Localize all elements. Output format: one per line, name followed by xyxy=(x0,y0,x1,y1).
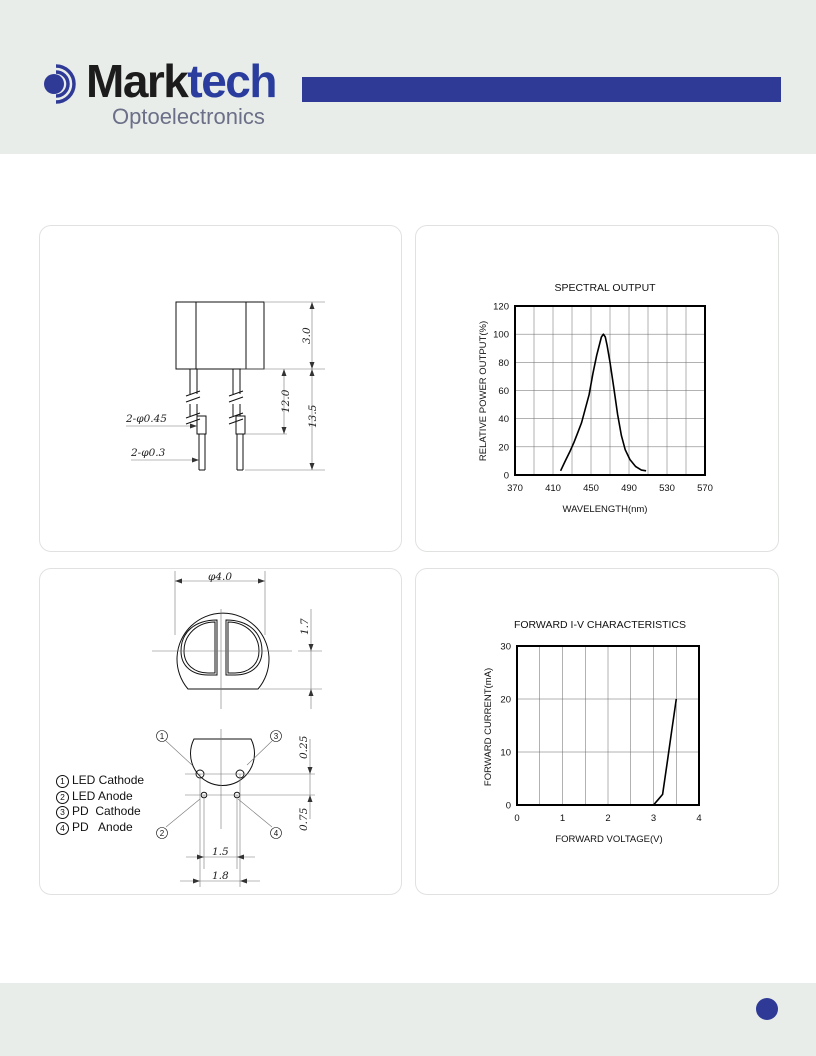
dim-lower-pin-offset: 0.75 xyxy=(298,807,310,831)
x-tick-label: 4 xyxy=(696,813,702,824)
y-tick-label: 0 xyxy=(503,470,509,482)
y-tick-label: 30 xyxy=(500,641,511,653)
y-tick-label: 20 xyxy=(498,442,509,454)
brand-part-2: tech xyxy=(187,55,276,107)
x-tick-label: 370 xyxy=(507,483,523,494)
legend-number: 4 xyxy=(56,822,69,835)
y-tick-label: 80 xyxy=(498,357,509,369)
svg-text:3: 3 xyxy=(273,732,279,741)
label-lead-diameter-wide: 2-φ0.45 xyxy=(126,413,167,425)
legend-item xyxy=(56,820,144,836)
legend-label: LED Anode xyxy=(72,788,133,803)
y-tick-label: 40 xyxy=(498,414,509,426)
legend-number: 2 xyxy=(56,791,69,804)
forward-iv-chart xyxy=(416,569,778,894)
dim-flat-height: 1.7 xyxy=(299,618,311,635)
brand-part-1: Mark xyxy=(86,55,188,107)
x-tick-label: 0 xyxy=(514,813,520,824)
y-tick-label: 20 xyxy=(500,694,511,706)
legend-item xyxy=(56,804,144,820)
brand-tagline: Optoelectronics xyxy=(112,104,265,129)
top-view-drawing xyxy=(40,569,401,894)
dim-inner-pin-span: 1.5 xyxy=(212,846,229,858)
y-tick-label: 100 xyxy=(493,329,509,341)
legend-item xyxy=(56,773,144,789)
x-axis-label: FORWARD VOLTAGE(V) xyxy=(555,834,663,845)
top-view-drawing-panel xyxy=(39,568,402,895)
side-view-drawing xyxy=(40,226,401,551)
x-axis-label: WAVELENGTH(nm) xyxy=(562,504,648,515)
x-tick-label: 410 xyxy=(545,483,561,494)
x-tick-label: 1 xyxy=(559,813,566,824)
x-tick-label: 3 xyxy=(650,813,657,824)
dim-outer-pin-span: 1.8 xyxy=(212,870,229,882)
marktech-logo-icon xyxy=(42,64,82,104)
x-tick-label: 530 xyxy=(659,483,675,494)
pin-marker-2 xyxy=(157,828,168,839)
spectral-output-chart-panel xyxy=(415,225,779,552)
side-view-drawing-panel xyxy=(39,225,402,552)
legend-label: LED Cathode xyxy=(72,773,145,787)
page-header xyxy=(0,0,816,154)
page-footer xyxy=(0,983,816,1056)
dim-body-height: 3.0 xyxy=(301,327,313,344)
legend-label: PD Cathode xyxy=(72,804,141,818)
legend-number: 3 xyxy=(56,806,69,819)
dim-lead-length: 12.0 xyxy=(280,389,292,413)
y-tick-label: 120 xyxy=(493,301,509,313)
pin-marker-3 xyxy=(271,731,282,742)
x-tick-label: 570 xyxy=(697,483,713,494)
pin-marker-4 xyxy=(271,828,282,839)
x-tick-label: 490 xyxy=(621,483,637,494)
y-tick-label: 0 xyxy=(505,800,511,812)
page-dot-icon xyxy=(756,998,778,1020)
pin-marker-1 xyxy=(157,731,168,742)
y-tick-label: 60 xyxy=(498,386,509,397)
legend-number: 1 xyxy=(56,775,69,788)
dim-upper-pin-offset: 0.25 xyxy=(298,735,310,759)
chart-title: FORWARD I-V CHARACTERISTICS xyxy=(513,619,687,631)
y-axis-label: FORWARD CURRENT(mA) xyxy=(483,667,494,787)
svg-text:4: 4 xyxy=(273,829,279,838)
legend-label: PD Anode xyxy=(72,819,133,834)
dim-total-lead-length: 13.5 xyxy=(307,404,319,428)
x-tick-label: 2 xyxy=(605,813,611,824)
pin-legend xyxy=(56,773,144,835)
header-accent-bar xyxy=(302,77,781,102)
x-tick-label: 450 xyxy=(583,483,599,494)
chart-title: SPECTRAL OUTPUT xyxy=(554,282,656,294)
y-axis-label: RELATIVE POWER OUTPUT(%) xyxy=(478,320,489,462)
brand-name xyxy=(86,55,276,107)
dim-diameter: φ4.0 xyxy=(208,571,233,583)
series-line xyxy=(561,334,647,471)
legend-item xyxy=(56,789,144,805)
svg-text:1: 1 xyxy=(159,732,165,741)
forward-iv-chart-panel xyxy=(415,568,779,895)
y-tick-label: 10 xyxy=(500,747,511,759)
spectral-output-chart xyxy=(416,226,778,551)
svg-text:2: 2 xyxy=(159,829,165,838)
label-lead-diameter-narrow: 2-φ0.3 xyxy=(131,447,166,459)
